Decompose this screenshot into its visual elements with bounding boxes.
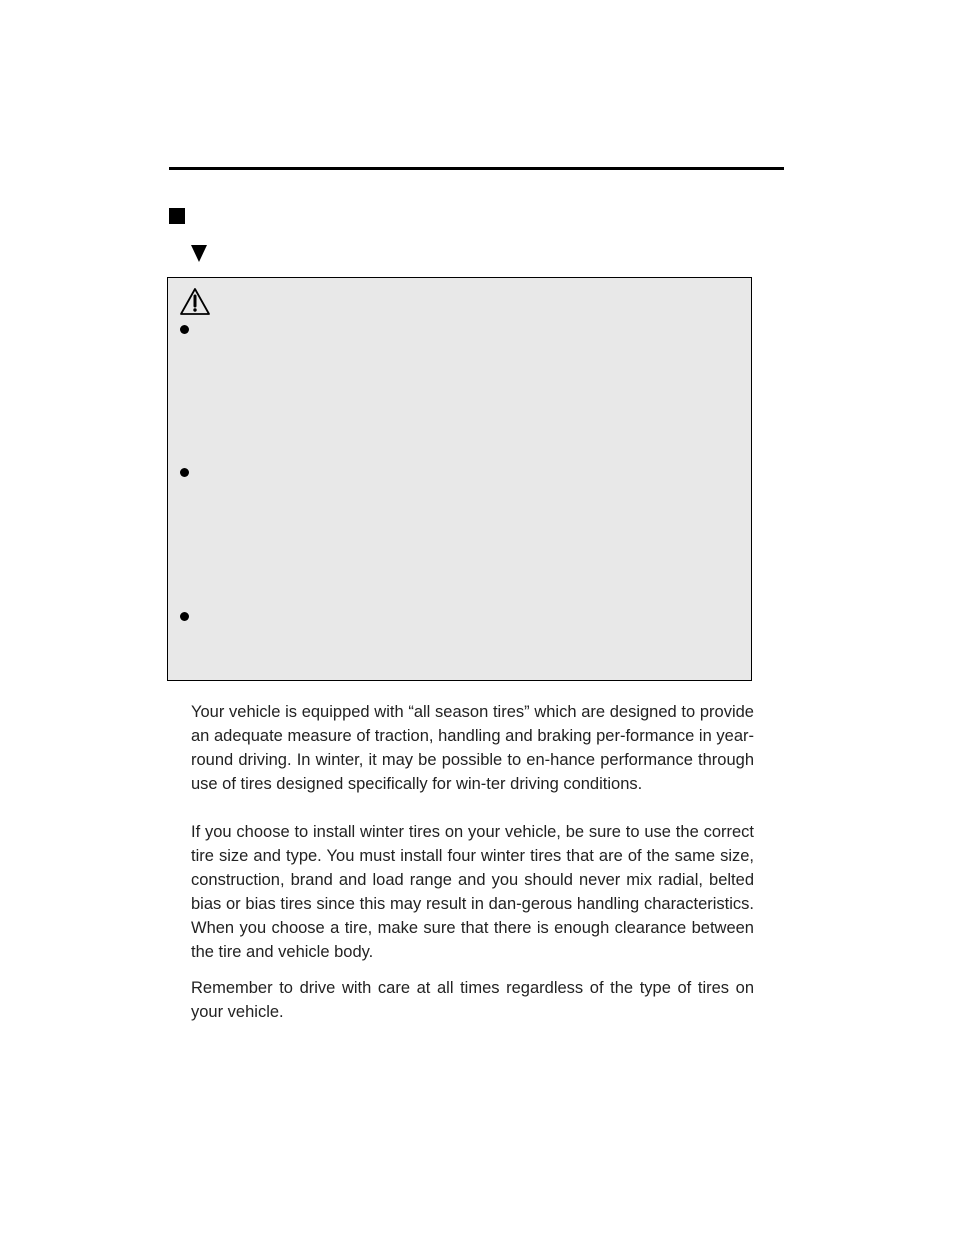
bullet-dot-icon [180, 612, 189, 621]
warning-triangle-icon [179, 287, 211, 316]
body-paragraph: Your vehicle is equipped with “all season tires” which are designed to provide an adequate measure of traction, handling and braking per-formance in year-round driving. In winter, it may be possible to en-hance performance through use of tires designed specifically for win-ter driving conditions. [191, 703, 754, 793]
header-rule [169, 167, 784, 170]
warning-box [167, 277, 752, 681]
body-paragraph: Remember to drive with care at all times regardless of the type of tires on your vehicle. [191, 979, 754, 1021]
body-paragraph: If you choose to install winter tires on your vehicle, be sure to use the correct tire size and type. You must install four winter tires that are of the same size, construction, brand and load range and you should never mix radial, belted bias or bias tires since this may result in dan-gerous handling characteristics. When you choose a tire, make sure that there is enough clearance between the tire and vehicle body. [191, 823, 754, 961]
black-square-icon [169, 208, 185, 224]
down-triangle-icon [191, 245, 207, 262]
bullet-dot-icon [180, 468, 189, 477]
bullet-dot-icon [180, 325, 189, 334]
